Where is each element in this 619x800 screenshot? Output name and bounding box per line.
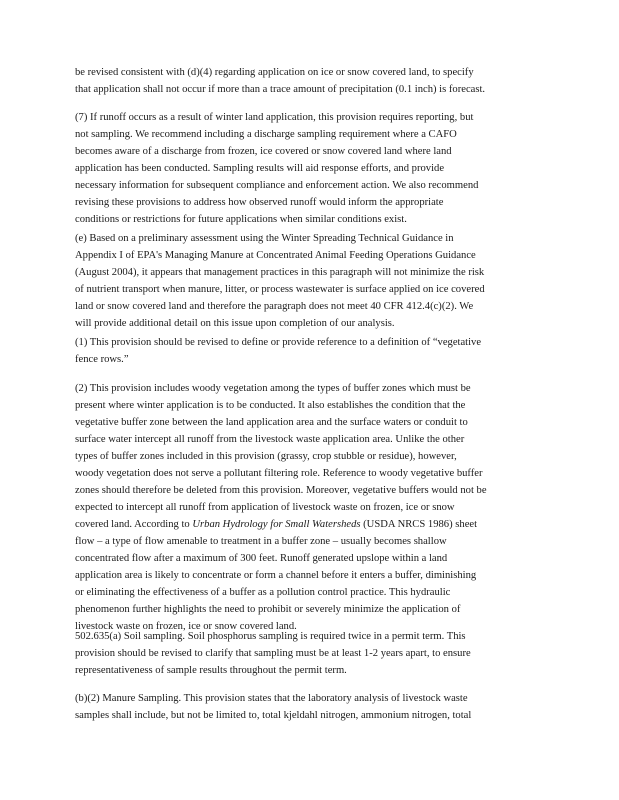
text-line: types of buffer zones included in this provision (grassy, crop stubble or residue), however, <box>75 451 457 462</box>
text-line: of nutrient transport when manure, litter, or process wastewater is surface applied on ice covered <box>75 284 485 295</box>
text-line: vegetative buffer zone between the land application area and the surface waters or conduit to <box>75 417 468 428</box>
text-line: surface water intercept all runoff from the livestock waste application area. Unlike the other <box>75 434 465 445</box>
text-line: (1) This provision should be revised to define or provide reference to a definition of “vegetative <box>75 337 482 348</box>
text-line: becomes aware of a discharge from frozen, ice covered or snow covered land where land <box>75 146 452 157</box>
text-line: (e) Based on a preliminary assessment using the Winter Spreading Technical Guidance in <box>75 233 454 244</box>
text-line: or eliminating the effectiveness of a buffer as a pollution control practice. This hydraulic <box>75 587 451 598</box>
text-line: representativeness of sample results throughout the permit term. <box>75 665 347 676</box>
text-line: will provide additional detail on this issue upon completion of our analysis. <box>75 318 395 329</box>
text-segment: covered land. According to <box>75 519 193 530</box>
text-line: revising these provisions to address how observed runoff would inform the appropriate <box>75 197 444 208</box>
paragraph-continuation <box>75 64 545 98</box>
text-line: (b)(2) Manure Sampling. This provision states that the laboratory analysis of livestock waste <box>75 693 468 704</box>
text-segment: (USDA NRCS 1986) sheet <box>360 519 478 530</box>
text-line: present where winter application is to be conducted. It also establishes the condition that the <box>75 400 466 411</box>
text-line: (August 2004), it appears that management practices in this paragraph will not minimize the risk <box>75 267 485 278</box>
text-line: (2) This provision includes woody vegetation among the types of buffer zones which must be <box>75 383 471 394</box>
text-line: phenomenon further highlights the need to prohibit or severely minimize the application of <box>75 604 461 615</box>
text-line: concentrated flow after a maximum of 300 feet. Runoff generated upslope within a land <box>75 553 448 564</box>
text-line: (7) If runoff occurs as a result of winter land application, this provision requires reporting, but <box>75 112 474 123</box>
text-line: not sampling. We recommend including a discharge sampling requirement where a CAFO <box>75 129 457 140</box>
cited-title: Urban Hydrology for Small Watersheds <box>192 519 361 530</box>
paragraph-soil-sampling <box>75 628 545 679</box>
text-line: land or snow covered land and therefore the paragraph does not meet 40 CFR 412.4(c)(2). We <box>75 301 474 312</box>
text-line: be revised consistent with (d)(4) regarding application on ice or snow covered land, to specify <box>75 67 474 78</box>
text-line: necessary information for subsequent compliance and enforcement action. We also recommend <box>75 180 479 191</box>
paragraph-item-7 <box>75 109 545 228</box>
text-line: Appendix I of EPA's Managing Manure at Concentrated Animal Feeding Operations Guidance <box>75 250 476 261</box>
paragraph-item-1 <box>75 334 545 368</box>
text-line: application has been conducted. Sampling results will aid response efforts, and provide <box>75 163 445 174</box>
text-line: zones should therefore be deleted from this provision. Moreover, vegetative buffers would not be <box>75 485 487 496</box>
text-line: provision should be revised to clarify that sampling must be at least 1-2 years apart, to ensure <box>75 648 471 659</box>
text-line: livestock waste on frozen, ice or snow covered land. <box>75 621 297 632</box>
text-line: woody vegetation does not serve a pollutant filtering role. Reference to woody vegetative buffer <box>75 468 483 479</box>
text-line: flow – a type of flow amenable to treatment in a buffer zone – usually becomes shallow <box>75 536 447 547</box>
paragraph-manure-sampling <box>75 690 545 724</box>
text-line: expected to intercept all runoff from application of livestock waste on frozen, ice or snow <box>75 502 455 513</box>
text-line: that application shall not occur if more than a trace amount of precipitation (0.1 inch) is forecast. <box>75 84 486 95</box>
text-line: conditions or restrictions for future applications when similar conditions exist. <box>75 214 407 225</box>
text-line: samples shall include, but not be limited to, total kjeldahl nitrogen, ammonium nitrogen, total <box>75 710 472 721</box>
text-line: 502.635(a) Soil sampling. Soil phosphorus sampling is required twice in a permit term. This <box>75 631 466 642</box>
text-line: fence rows.” <box>75 354 129 365</box>
paragraph-item-e <box>75 230 545 332</box>
text-line-with-citation <box>75 516 545 533</box>
paragraph-item-2 <box>75 380 545 635</box>
text-line: application area is likely to concentrate or form a channel before it enters a buffer, diminishing <box>75 570 477 581</box>
